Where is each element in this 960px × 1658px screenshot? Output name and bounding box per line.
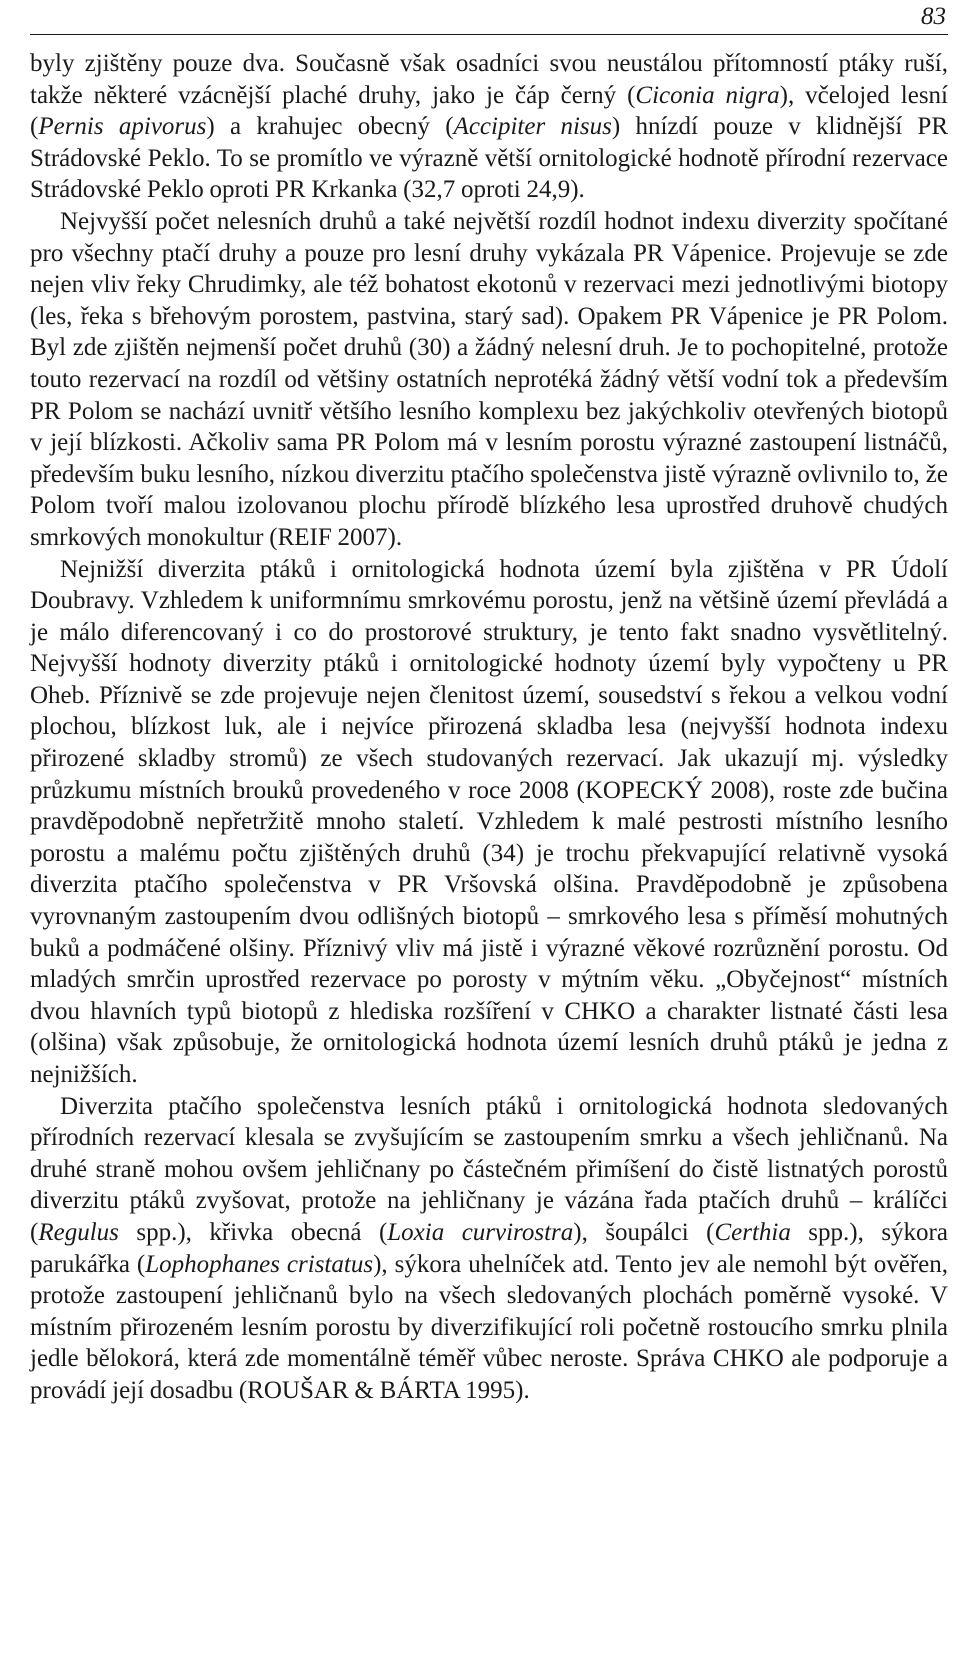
text-run: Diverzita ptačího společenstva lesních ptáků i ornitologická hodnota sledovaných přírodních rezervací klesala se zvyšujícím se zastoupením smrku a všech jehličnanů. Na druhé straně mohou ovšem jehličnany po částečném přimíšení do čistě listnatých porostů diverzitu ptáků zvyšovat, protože na jehličnany je vázána řada ptačích druhů – králíčci ( [30,1092,948,1246]
paragraph [30,554,948,1091]
text-run: ), včelojed lesní ( [30,81,948,141]
text-run: ), šoupálci ( [573,1218,715,1246]
text-run: spp.), křivka obecná ( [118,1218,388,1246]
text-run: byly zjištěny pouze dva. Současně však osadníci svou neustálou přítomností ptáky ruší, takže některé vzácnější plaché druhy, jako je čáp černý ( [30,50,948,109]
italic-term: Lophophanes cristatus [145,1250,374,1278]
paragraph [30,48,948,206]
italic-term: Loxia curvirostra [387,1218,574,1246]
paragraph [30,1091,948,1407]
text-run: ), sýkora uhelníček atd. Tento jev ale nemohl být ověřen, protože zastoupení jehličnanů bylo na všech sledovaných plochách poměrně vysoké. V místním přirozeném lesním porostu by diverzifikující roli početně rostoucího smrku plnila jedle bělokorá, která zde momentálně téměř vůbec neroste. Správa CHKO ale podporuje a provádí její dosadbu (ROUŠAR & BÁRTA 1995). [30,1250,948,1404]
header-rule [30,34,948,35]
page-number: 83 [921,3,946,30]
italic-term: Certhia [714,1218,791,1246]
italic-term: Regulus [38,1218,119,1246]
text-run: ) hnízdí pouze v klidnější PR Strádovské Peklo. To se promítlo ve výrazně větší ornitologické hodnotě přírodní rezervace Strádovské Peklo oproti PR Krkanka (32,7 oproti 24,9). [30,113,949,204]
text-run: spp.), sýkora parukářka ( [30,1218,948,1278]
article-body [30,48,948,1407]
text-run: Nejvyšší počet nelesních druhů a také největší rozdíl hodnot indexu diverzity spočítané pro všechny ptačí druhy a pouze pro lesní druhy vykázala PR Vápenice. Projevuje se zde nejen vliv řeky Chrudimky, ale též bohatost ekotonů v rezervaci mezi jednotlivými biotopy (les, řeka s břehovým porostem, pastvina, starý sad). Opakem PR Vápenice je PR Polom. Byl zde zjištěn nejmenší počet druhů (30) a žádný nelesní druh. Je to pochopitelné, protože touto rezervací na rozdíl od většiny ostatních neprotéká žádný větší vodní tok a především PR Polom se nachází uvnitř většího lesního komplexu bez jakýchkoliv otevřených biotopů v její blízkosti. Ačkoliv sama PR Polom má v lesním porostu výrazné zastoupení listnáčů, především buku lesního, nízkou diverzitu ptačího společenstva jistě výrazně ovlivnilo to, že Polom tvoří malou izolovanou plochu přírodě blízkého lesa uprostřed druhově chudých smrkových monokultur (REIF 2007). [30,207,948,551]
text-run: Nejnižší diverzita ptáků i ornitologická hodnota území byla zjištěna v PR Údolí Doubravy. Vzhledem k uniformnímu smrkovému porostu, jenž na většině území převládá a je málo diferencovaný i co do prostorové struktury, je tento fakt snadno vysvětlitelný. Nejvyšší hodnoty diverzity ptáků i ornitologické hodnoty území byly vypočteny u PR Oheb. Příznivě se zde projevuje nejen členitost území, sousedství s řekou a velkou vodní plochou, blízkost luk, ale i nejvíce přirozená skladba lesa (nejvyšší hodnota indexu přirozené skladby stromů) ze všech studovaných rezervací. Jak ukazují mj. výsledky průzkumu místních brouků provedeného v roce 2008 (KOPECKÝ 2008), roste zde bučina pravděpodobně nepřetržitě mnoho staletí. Vzhledem k malé pestrosti místního lesního porostu a malému počtu zjištěných druhů (34) je trochu překvapující relativně vysoká diverzita ptačího společenstva v PR Vršovská olšina. Pravděpodobně je způsobena vyrovnaným zastoupením dvou odlišných biotopů – smrkového lesa s příměsí mohutných buků a podmáčené olšiny. Příznivý vliv má jistě i výrazné věkové rozrůznění porostu. Od mladých smrčin uprostřed rezervace po porosty v mýtním věku. „Obyčejnost“ místních dvou hlavních typů biotopů z hlediska rozšíření v CHKO a charakter listnaté části lesa (olšina) však způsobuje, že ornitologická hodnota území lesních druhů ptáků je jedna z nejnižších. [30,555,948,1088]
italic-term: Pernis apivorus [38,113,207,141]
italic-term: Ciconia nigra [635,81,780,109]
text-run: ) a krahujec obecný ( [206,113,454,141]
italic-term: Accipiter nisus [453,113,612,141]
paragraph [30,206,948,554]
